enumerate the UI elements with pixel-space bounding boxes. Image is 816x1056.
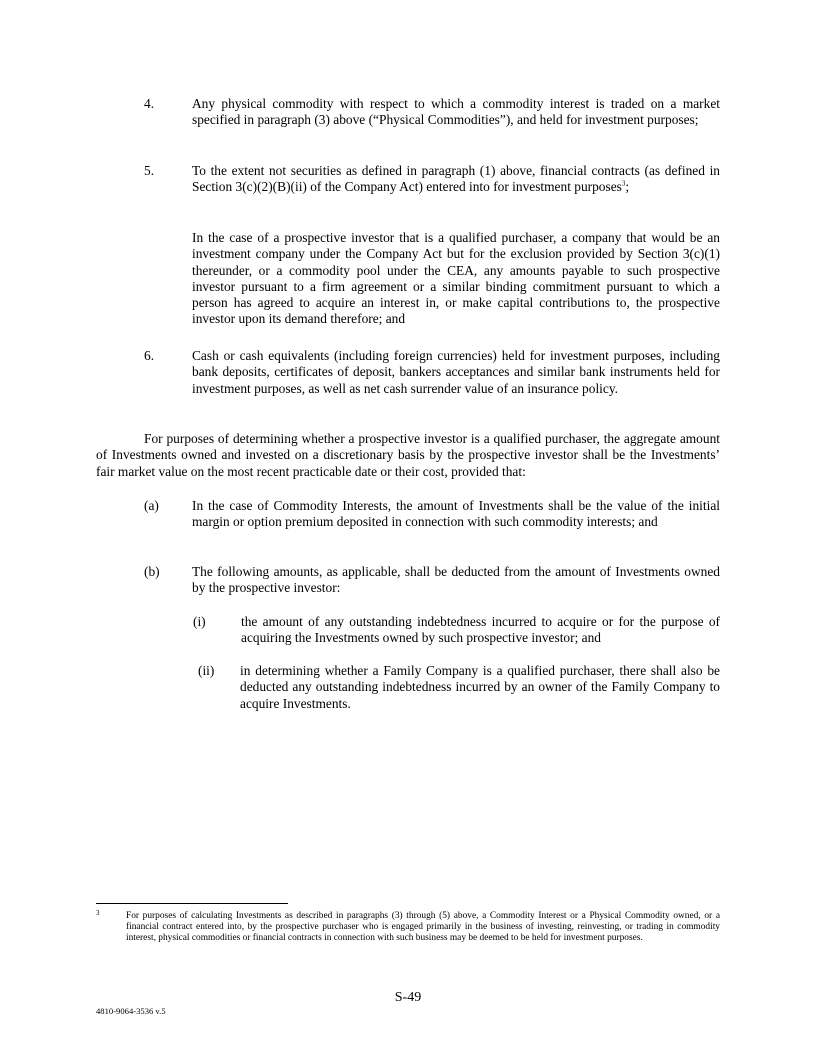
proviso-text: In the case of Commodity Interests, the amount of Investments shall be the value of the initial margin or option premium deposited in connection with such commodity interests; and — [192, 498, 720, 530]
document-id: 4810-9064-3536 v.5 — [96, 1006, 166, 1016]
subproviso-text: the amount of any outstanding indebtedness incurred to acquire or for the purpose of acquiring the Investments owned by such prospective investor; and — [241, 614, 720, 646]
proviso-text: The following amounts, as applicable, shall be deducted from the amount of Investments owned by the prospective investor: — [192, 564, 720, 596]
subproviso-label: (ii) — [198, 663, 215, 678]
footnote-mark: 3 — [96, 909, 100, 917]
proviso-label: (b) — [144, 564, 160, 579]
footnote-text: For purposes of calculating Investments as described in paragraphs (3) through (5) above, a Commodity Interest or a Physical Commodity owned, or a financial contract entered into, by the prospective purchaser who is engaged primarily in the business of investing, reinvesting, or trading in commodity interest, physical commodities or financial contracts in connection with such business may be deemed to be held for investment purposes. — [126, 911, 720, 944]
item-continuation-paragraph: In the case of a prospective investor that is a qualified purchaser, a company that would be an investment company under the Company Act but for the exclusion provided by Section 3(c)(1) thereunder, or a commodity pool under the CEA, any amounts payable to such prospective investor pursuant to a firm agreement or a similar binding commitment pursuant to which a person has agreed to acquire an interest in, or make capital contributions to, the prospective investor upon its demand therefore; and — [192, 230, 720, 327]
footnote-separator — [96, 903, 288, 904]
item-text-part: To the extent not securities as defined in paragraph (1) above, financial contracts (as defined in Section 3(c)(2)(B)(ii) of the Company Act) entered into for investment purposes — [192, 163, 720, 195]
page-number: S-49 — [394, 990, 422, 1005]
item-number: 5. — [144, 163, 155, 178]
item-text-part: ; — [625, 179, 630, 195]
item-number: 4. — [144, 96, 155, 111]
item-text: Any physical commodity with respect to which a commodity interest is traded on a market specified in paragraph (3) above (“Physical Commodities”), and held for investment purposes; — [192, 96, 720, 128]
footnote-reference: 3 — [621, 179, 626, 188]
item-number: 6. — [144, 348, 155, 363]
item-text — [192, 163, 720, 196]
subproviso-text: in determining whether a Family Company is a qualified purchaser, there shall also be deducted any outstanding indebtedness incurred by an owner of the Family Company to acquire Investments. — [240, 663, 720, 711]
proviso-label: (a) — [144, 498, 159, 513]
body-paragraph: For purposes of determining whether a prospective investor is a qualified purchaser, the aggregate amount of Investments owned and invested on a discretionary basis by the prospective investor shall be the Investments’ fair market value on the most recent practicable date or their cost, provided that: — [96, 431, 720, 479]
subproviso-label: (i) — [193, 614, 206, 629]
item-text: Cash or cash equivalents (including foreign currencies) held for investment purposes, including bank deposits, certificates of deposit, bankers acceptances and similar bank instruments held for investment purposes, as well as net cash surrender value of an insurance policy. — [192, 348, 720, 396]
